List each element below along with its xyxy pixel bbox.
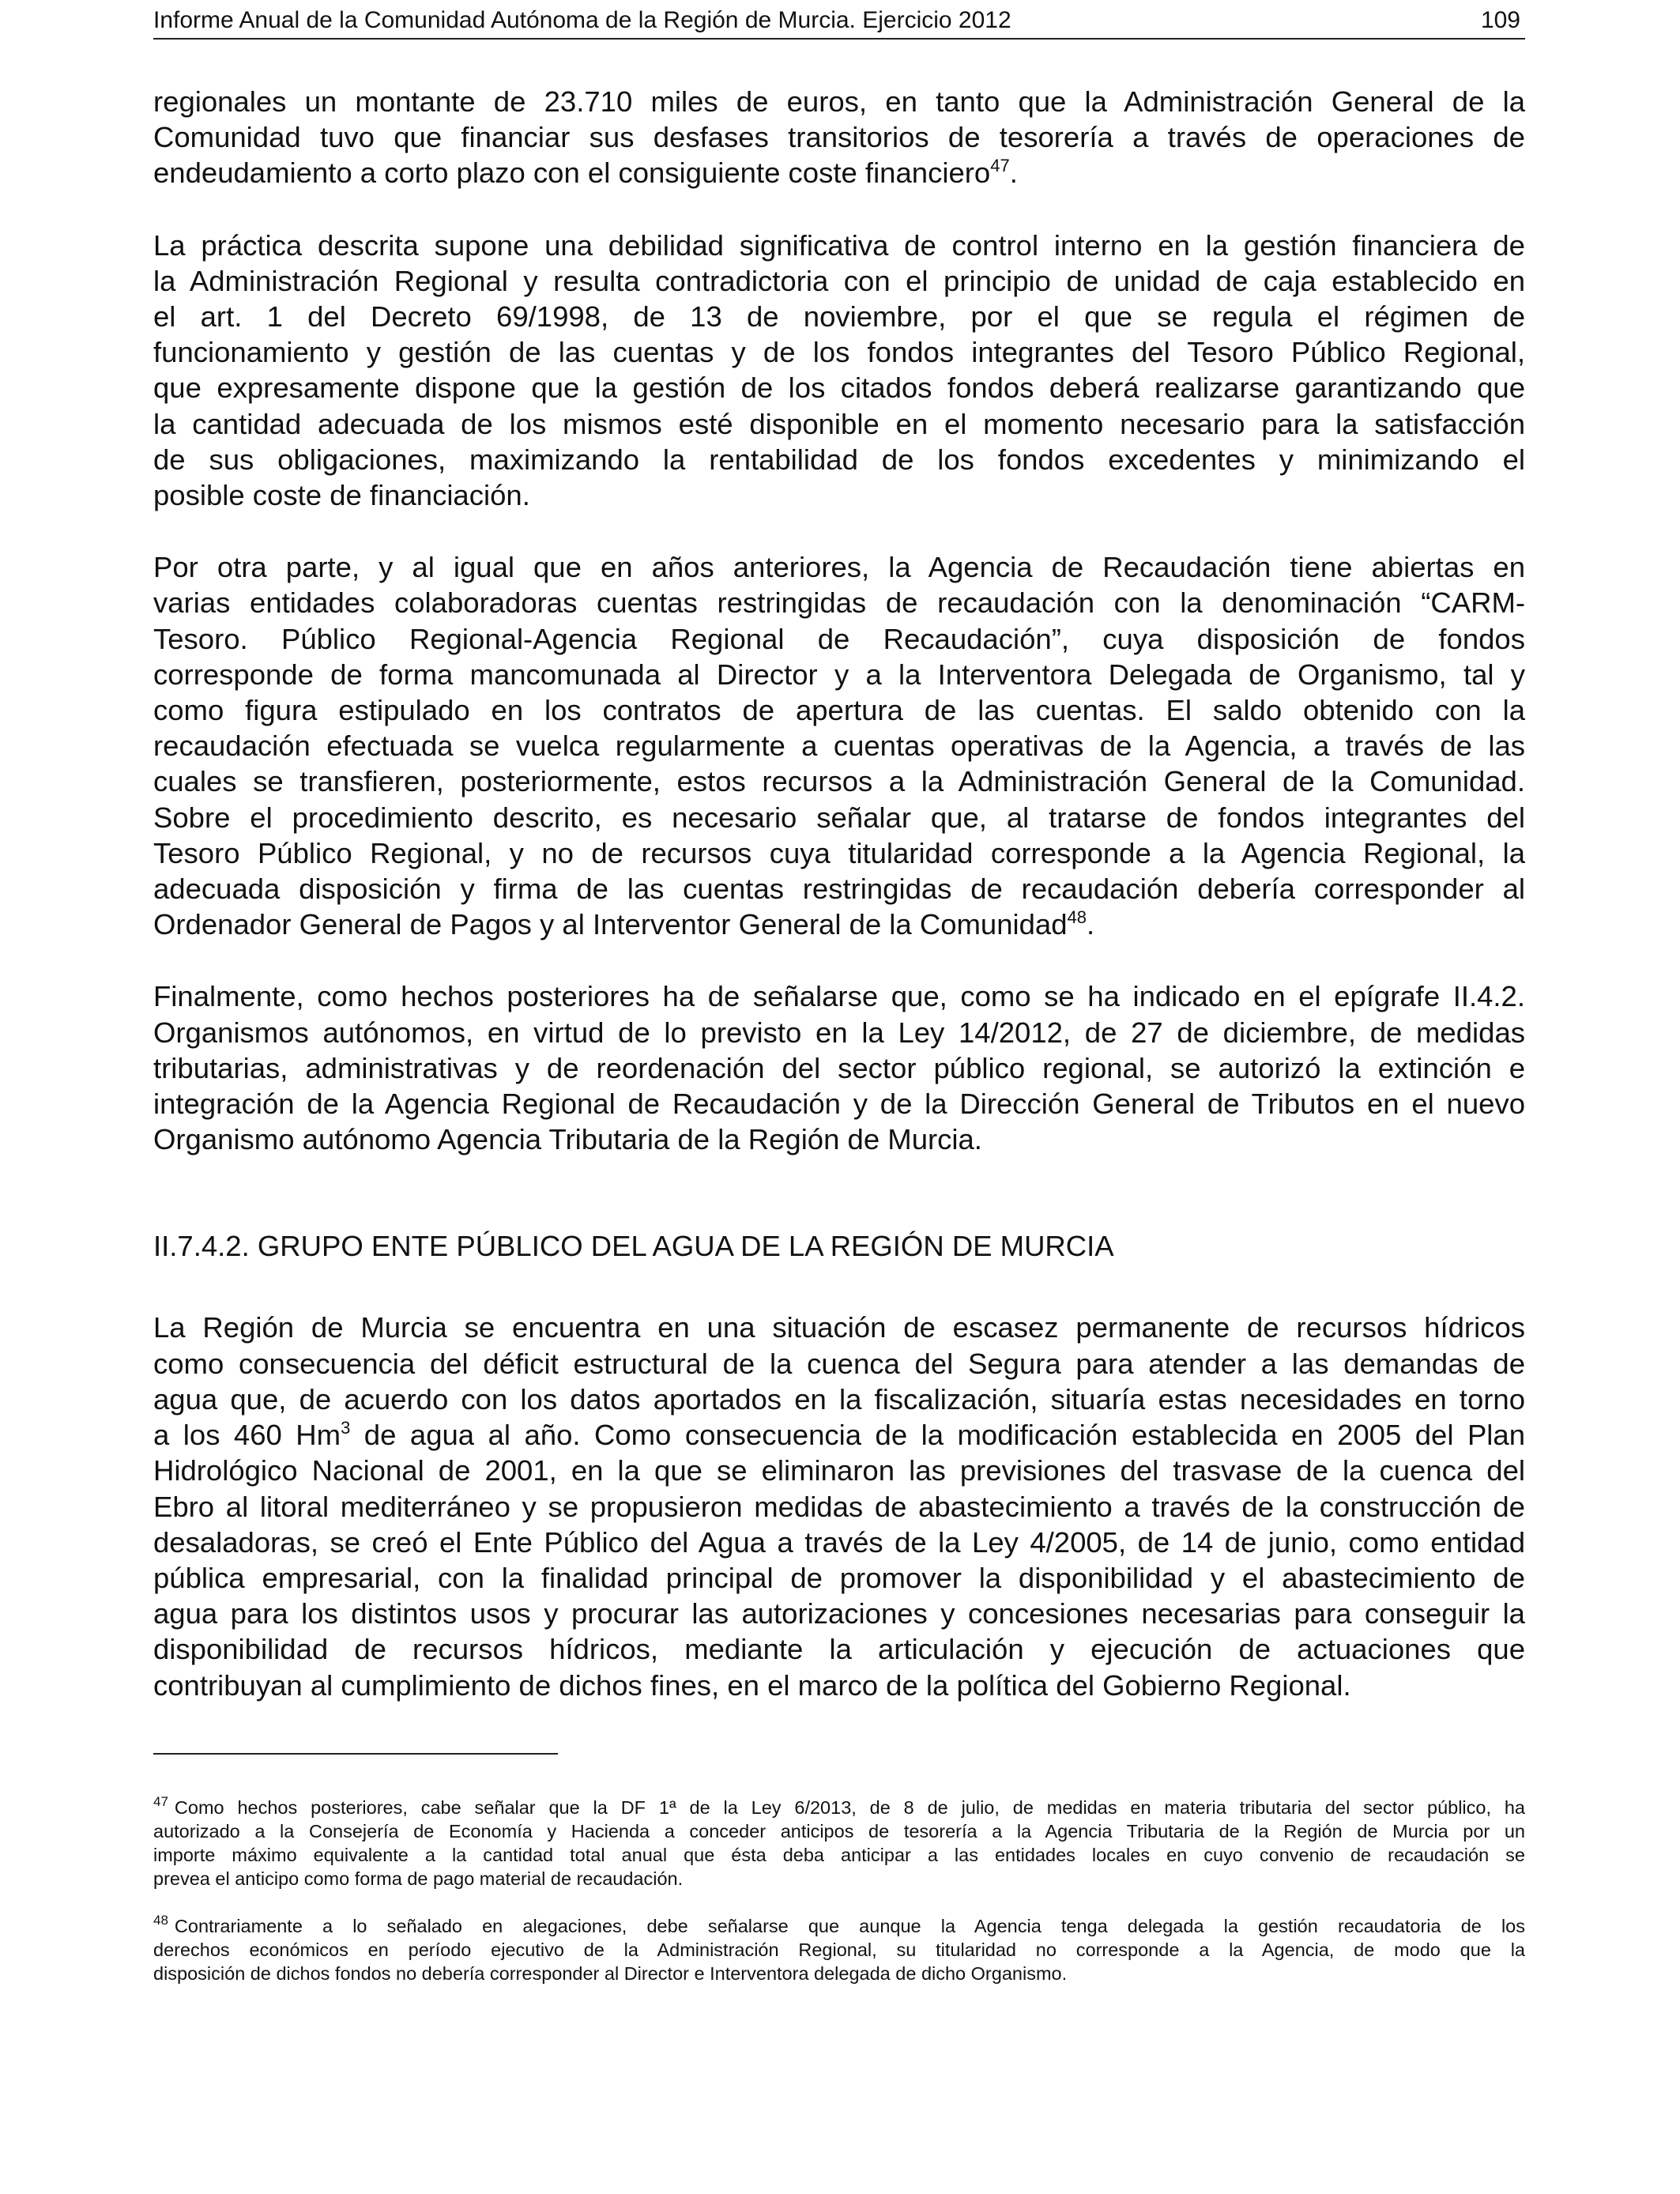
text-line: agua que, de acuerdo con los datos aportados en la fiscalización, situaría estas necesidades en torno <box>153 1382 1525 1416</box>
footnote-line-content: Como hechos posteriores, cabe señalar que la DF 1ª de la Ley 6/2013, de 8 de julio, de medidas en materia tributaria del sector público, ha <box>174 1797 1525 1818</box>
text-line: contribuyan al cumplimiento de dichos fines, en el marco de la política del Gobierno Regional. <box>153 1668 1351 1702</box>
text-line: desaladoras, se creó el Ente Público del Agua a través de la Ley 4/2005, de 14 de junio, como entidad <box>153 1525 1525 1559</box>
footnote-line: prevea el anticipo como forma de pago material de recaudación. <box>153 1868 684 1889</box>
text-line: la cantidad adecuada de los mismos esté disponible en el momento necesario para la satisfacción <box>153 407 1525 440</box>
text-line: de sus obligaciones, maximizando la rentabilidad de los fondos excedentes y minimizando el <box>153 443 1525 476</box>
text-line-tail: . <box>1009 156 1018 190</box>
text-line: La práctica descrita supone una debilidad significativa de control interno en la gestión financiera de <box>153 228 1525 262</box>
text-line: posible coste de financiación. <box>153 479 530 512</box>
text-line: agua para los distintos usos y procurar las autorizaciones y concesiones necesarias para conseguir la <box>153 1597 1525 1630</box>
footnote-number: 47 <box>153 1794 168 1809</box>
paragraph-4 <box>153 978 1525 1157</box>
text-line: varias entidades colaboradoras cuentas restringidas de recaudación con la denominación “CARM- <box>153 586 1525 620</box>
text-line: como figura estipulado en los contratos de apertura de las cuentas. El saldo obtenido con la <box>153 694 1525 727</box>
text-line: Sobre el procedimiento descrito, es necesario señalar que, al tratarse de fondos integrantes del <box>153 801 1525 834</box>
paragraph-2 <box>153 228 1525 514</box>
footnote-ref-47[interactable]: 47 <box>990 156 1010 176</box>
footnote-number: 48 <box>153 1913 168 1928</box>
header-title: Informe Anual de la Comunidad Autónoma de la Región de Murcia. Ejercicio 2012 <box>153 7 1011 33</box>
text-line: Finalmente, como hechos posteriores ha de señalarse que, como se ha indicado en el epígrafe II.4.2. <box>153 980 1525 1013</box>
text-line-content: Ordenador General de Pagos y al Interventor General de la Comunidad <box>153 908 1068 941</box>
text-line: funcionamiento y gestión de las cuentas y de los fondos integrantes del Tesoro Público Regional, <box>153 336 1525 369</box>
paragraph-1 <box>153 84 1525 191</box>
text-line: pública empresarial, con la finalidad principal de promover la disponibilidad y el abastecimiento de <box>153 1561 1525 1594</box>
footnote-47 <box>153 1796 1525 1891</box>
text-line: Tesoro. Público Regional-Agencia Regional de Recaudación”, cuya disposición de fondos <box>153 622 1525 655</box>
text-line <box>153 907 1525 942</box>
footnote-line <box>153 1796 1525 1819</box>
text-line-content: de agua al año. Como consecuencia de la modificación establecida en 2005 del Plan <box>350 1419 1525 1452</box>
text-line: Por otra parte, y al igual que en años anteriores, la Agencia de Recaudación tiene abiertas en <box>153 551 1525 584</box>
text-line: regionales un montante de 23.710 miles de euros, en tanto que la Administración General de la <box>153 85 1525 118</box>
text-line: la Administración Regional y resulta contradictoria con el principio de unidad de caja establecido en <box>153 264 1525 297</box>
text-line: como consecuencia del déficit estructural de la cuenca del Segura para atender a las demandas de <box>153 1347 1525 1380</box>
text-line: que expresamente dispone que la gestión de los citados fondos deberá realizarse garantizando que <box>153 371 1525 405</box>
text-line: Organismos autónomos, en virtud de lo previsto en la Ley 14/2012, de 27 de diciembre, de medidas <box>153 1016 1525 1049</box>
text-line: recaudación efectuada se vuelca regularmente a cuentas operativas de la Agencia, a través de las <box>153 729 1525 763</box>
footnote-line: importe máximo equivalente a la cantidad total anual que ésta deba anticipar a las entidades locales en cuyo convenio de recaudación se <box>153 1845 1525 1865</box>
text-line: Hidrológico Nacional de 2001, en la que se eliminaron las previsiones del trasvase de la cuenca del <box>153 1454 1525 1487</box>
text-line: Tesoro Público Regional, y no de recursos cuya titularidad corresponde a la Agencia Regional, la <box>153 836 1525 869</box>
text-line: Comunidad tuvo que financiar sus desfases transitorios de tesorería a través de operaciones de <box>153 121 1525 154</box>
text-line <box>153 155 1525 190</box>
paragraph-section <box>153 1310 1525 1702</box>
footnote-ref-48[interactable]: 48 <box>1067 907 1087 928</box>
paragraph-3 <box>153 549 1525 942</box>
text-line <box>153 1417 1525 1453</box>
text-line: el art. 1 del Decreto 69/1998, de 13 de noviembre, por el que se regula el régimen de <box>153 300 1525 334</box>
footnotes <box>153 1796 1525 2009</box>
text-line-content: endeudamiento a corto plazo con el consiguiente coste financiero <box>153 156 991 190</box>
section-heading: II.7.4.2. GRUPO ENTE PÚBLICO DEL AGUA DE LA REGIÓN DE MURCIA <box>153 1230 1114 1263</box>
text-line: cuales se transfieren, posteriormente, estos recursos a la Administración General de la Comunidad. <box>153 765 1525 798</box>
text-line: disponibilidad de recursos hídricos, mediante la articulación y ejecución de actuaciones que <box>153 1633 1525 1666</box>
text-line-tail: . <box>1087 908 1095 941</box>
text-line: Ebro al litoral mediterráneo y se propusieron medidas de abastecimiento a través de la construcción de <box>153 1490 1525 1523</box>
footnote-line-content: Contrariamente a lo señalado en alegaciones, debe señalarse que aunque la Agencia tenga delegada la gestión recaudatoria de los <box>174 1916 1525 1936</box>
page-number: 109 <box>1480 7 1520 33</box>
text-line: corresponde de forma mancomunada al Director y a la Interventora Delegada de Organismo, tal y <box>153 658 1525 691</box>
footnote-line: derechos económicos en período ejecutivo de la Administración Regional, su titularidad no corresponde a la Agencia, de modo que la <box>153 1940 1525 1960</box>
footnote-line: autorizado a la Consejería de Economía y Hacienda a conceder anticipos de tesorería a la Agencia Tributaria de la Región de Murcia por un <box>153 1821 1525 1842</box>
text-line: La Región de Murcia se encuentra en una situación de escasez permanente de recursos hídricos <box>153 1311 1525 1344</box>
footnote-48 <box>153 1914 1525 1985</box>
footnote-line: disposición de dichos fondos no debería corresponder al Director e Interventora delegada de dicho Organismo. <box>153 1963 1068 1984</box>
text-line-content: a los 460 Hm <box>153 1419 341 1452</box>
superscript-3: 3 <box>341 1418 351 1438</box>
footnote-line <box>153 1914 1525 1938</box>
footnote-separator <box>153 1753 558 1755</box>
text-line: adecuada disposición y firma de las cuentas restringidas de recaudación debería corresponder al <box>153 873 1525 906</box>
text-line: tributarias, administrativas y de reordenación del sector público regional, se autorizó la extinción e <box>153 1051 1525 1084</box>
text-line: integración de la Agencia Regional de Recaudación y de la Dirección General de Tributos en el nuevo <box>153 1088 1525 1121</box>
text-line: Organismo autónomo Agencia Tributaria de la Región de Murcia. <box>153 1123 982 1156</box>
body-text <box>153 84 1525 1740</box>
page-header <box>153 6 1525 40</box>
